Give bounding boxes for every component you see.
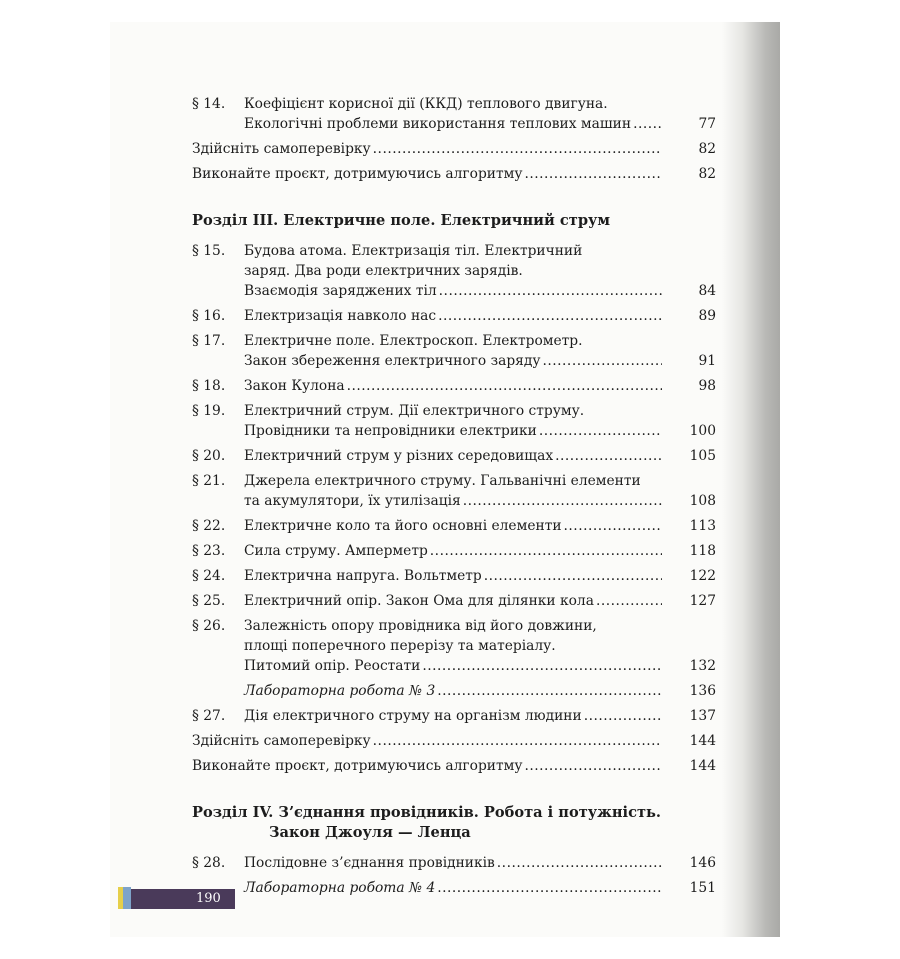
toc-entry-line: Закон Кулона (244, 378, 345, 394)
toc-entry-line: Електричне поле. Електроскоп. Електрометр. (244, 333, 583, 349)
toc-entry (192, 616, 722, 676)
toc-entry-line: Здійсніть самоперевірку (192, 141, 371, 157)
toc-leader-dots (463, 491, 662, 511)
toc-entry-line: Закон збереження електричного заряду (244, 353, 541, 369)
toc-entry-title (244, 591, 664, 611)
toc-entry-title (244, 446, 664, 466)
toc-entry (192, 706, 722, 726)
toc-leader-dots (437, 681, 662, 701)
toc-group-3 (192, 853, 722, 898)
toc-entry-number: § 15. (192, 243, 226, 259)
toc-leader-dots (430, 541, 662, 561)
toc-group-1 (192, 94, 722, 184)
toc-entry-title (244, 331, 664, 371)
toc-entry-title (244, 516, 664, 536)
toc-entry (192, 331, 722, 371)
toc-leader-dots (484, 566, 662, 586)
page-spine-shadow (722, 22, 780, 937)
toc-entry-line: Електричне коло та його основні елементи (244, 518, 562, 534)
toc-entry-page: 113 (689, 518, 716, 534)
toc-entry-title (192, 164, 664, 184)
toc-entry (192, 756, 722, 776)
toc-entry-title (244, 241, 664, 301)
toc-leader-dots (439, 281, 662, 301)
toc-leader-dots (438, 306, 662, 326)
toc-entry-title (244, 94, 664, 134)
toc-entry-title (244, 306, 664, 326)
toc-entry (192, 164, 722, 184)
toc-entry (192, 853, 722, 873)
toc-entry-title (244, 376, 664, 396)
toc-entry-page: 108 (689, 493, 716, 509)
toc-entry-line: Екологічні проблеми використання теплових машин (244, 116, 632, 132)
toc-entry-line: Електризація навколо нас (244, 308, 437, 324)
toc-leader-dots (524, 756, 662, 776)
toc-entry (192, 401, 722, 441)
toc-entry-number: § 24. (192, 568, 226, 584)
toc-leader-dots (524, 164, 662, 184)
toc-entry-line: Електричний струм у різних середовищах (244, 448, 554, 464)
section-4-title-text: Розділ IV. З’єднання провідників. Робота і потужність. (192, 804, 661, 821)
toc-entry-number: § 17. (192, 333, 226, 349)
toc-leader-dots (596, 591, 662, 611)
toc-entry-line: Електричний струм. Дії електричного струму. (244, 403, 585, 419)
toc-entry-page: 136 (689, 683, 716, 699)
toc-entry-line: Електрична напруга. Вольтметр (244, 568, 482, 584)
footer-accent-blue (123, 887, 131, 909)
toc-entry-line: Взаємодія заряджених тіл (244, 283, 437, 299)
toc-entry-line: заряд. Два роди електричних зарядів. (244, 263, 523, 279)
toc-entry (192, 94, 722, 134)
toc-entry-line: Сила струму. Амперметр (244, 543, 428, 559)
toc-entry-page: 82 (698, 166, 716, 182)
toc-entry-title (244, 878, 664, 898)
toc-entry-line: Лабораторна робота № 3 (244, 683, 436, 699)
toc-entry-number: § 22. (192, 518, 226, 534)
toc-entry (192, 471, 722, 511)
toc-entry-page: 132 (689, 658, 716, 674)
toc-leader-dots (564, 516, 662, 536)
toc-entry-number: § 16. (192, 308, 226, 324)
toc-entry (192, 516, 722, 536)
toc-entry-line: Дія електричного струму на організм людини (244, 708, 582, 724)
toc-entry-title (244, 706, 664, 726)
toc-leader-dots (437, 878, 662, 898)
toc-entry-page: 89 (698, 308, 716, 324)
toc-group-2 (192, 241, 722, 776)
toc-entry (192, 376, 722, 396)
toc-entry-page: 144 (689, 733, 716, 749)
toc-entry-line: Здійсніть самоперевірку (192, 733, 371, 749)
toc-entry-page: 82 (698, 141, 716, 157)
toc-entry-page: 100 (689, 423, 716, 439)
toc-entry-line: Послідовне з’єднання провідників (244, 855, 495, 871)
toc-entry-line: площі поперечного перерізу та матеріалу. (244, 638, 556, 654)
toc-entry-number: § 20. (192, 448, 226, 464)
toc-entry-number: § 19. (192, 403, 226, 419)
toc-entry (192, 446, 722, 466)
toc-entry-title (244, 471, 664, 511)
toc-entry-title (192, 756, 664, 776)
toc-leader-dots (555, 446, 662, 466)
toc-entry-page: 144 (689, 758, 716, 774)
toc-entry-page: 84 (698, 283, 716, 299)
toc-entry-number: § 23. (192, 543, 226, 559)
toc-entry (192, 139, 722, 159)
toc-entry-page: 91 (698, 353, 716, 369)
toc-entry-title (244, 401, 664, 441)
toc-entry-title (244, 616, 664, 676)
toc-leader-dots (373, 139, 662, 159)
toc-leader-dots (543, 351, 663, 371)
toc-entry-page: 122 (689, 568, 716, 584)
toc-entry-line: Питомий опір. Реостати (244, 658, 421, 674)
section-3-title-text: Розділ III. Електричне поле. Електричний струм (192, 212, 611, 229)
toc-entry-line: Коефіцієнт корисної дії (ККД) теплового двигуна. (244, 96, 608, 112)
toc-entry-number: § 28. (192, 855, 226, 871)
toc-entry-line: Провідники та непровідники електрики (244, 423, 537, 439)
toc-entry-page: 98 (698, 378, 716, 394)
footer-page-number: 190 (196, 891, 221, 906)
toc-entry-page: 146 (689, 855, 716, 871)
toc-entry-line: Виконайте проєкт, дотримуючись алгоритму (192, 758, 523, 774)
toc-entry-line: Будова атома. Електризація тіл. Електричний (244, 243, 583, 259)
toc-leader-dots (373, 731, 662, 751)
toc-entry (192, 731, 722, 751)
table-of-contents (192, 94, 722, 903)
toc-entry (192, 681, 722, 701)
toc-entry-page: 105 (689, 448, 716, 464)
toc-entry-line: Лабораторна робота № 4 (244, 880, 436, 896)
toc-entry-page: 137 (689, 708, 716, 724)
section-4-title (192, 803, 722, 843)
toc-entry-line: Залежність опору провідника від його довжини, (244, 618, 597, 634)
section-3-title (192, 211, 722, 231)
toc-entry-number: § 27. (192, 708, 226, 724)
toc-entry-number: § 25. (192, 593, 226, 609)
toc-entry-title (244, 853, 664, 873)
toc-entry-title (244, 566, 664, 586)
toc-entry-number: § 26. (192, 618, 226, 634)
toc-entry (192, 306, 722, 326)
toc-entry-title (244, 541, 664, 561)
toc-entry-number: § 18. (192, 378, 226, 394)
toc-leader-dots (539, 421, 662, 441)
toc-entry-line: Виконайте проєкт, дотримуючись алгоритму (192, 166, 523, 182)
toc-entry-page: 77 (698, 116, 716, 132)
toc-entry-title (192, 139, 664, 159)
toc-leader-dots (584, 706, 662, 726)
toc-entry-page: 127 (689, 593, 716, 609)
toc-entry-page: 118 (689, 543, 716, 559)
toc-leader-dots (347, 376, 662, 396)
toc-entry-line: Джерела електричного струму. Гальванічні елементи (244, 473, 641, 489)
section-4-subtitle-text: Закон Джоуля — Ленца (269, 824, 471, 841)
toc-entry-title (244, 681, 664, 701)
toc-leader-dots (497, 853, 662, 873)
toc-entry-number: § 21. (192, 473, 226, 489)
toc-leader-dots (633, 114, 662, 134)
toc-entry-number: § 14. (192, 96, 226, 112)
toc-entry-line: та акумулятори, їх утилізація (244, 493, 461, 509)
toc-entry (192, 591, 722, 611)
toc-leader-dots (422, 656, 662, 676)
toc-entry (192, 241, 722, 301)
toc-entry-page: 151 (689, 880, 716, 896)
toc-entry (192, 541, 722, 561)
toc-entry-title (192, 731, 664, 751)
toc-entry (192, 566, 722, 586)
toc-entry-line: Електричний опір. Закон Ома для ділянки кола (244, 593, 594, 609)
toc-entry (192, 878, 722, 898)
